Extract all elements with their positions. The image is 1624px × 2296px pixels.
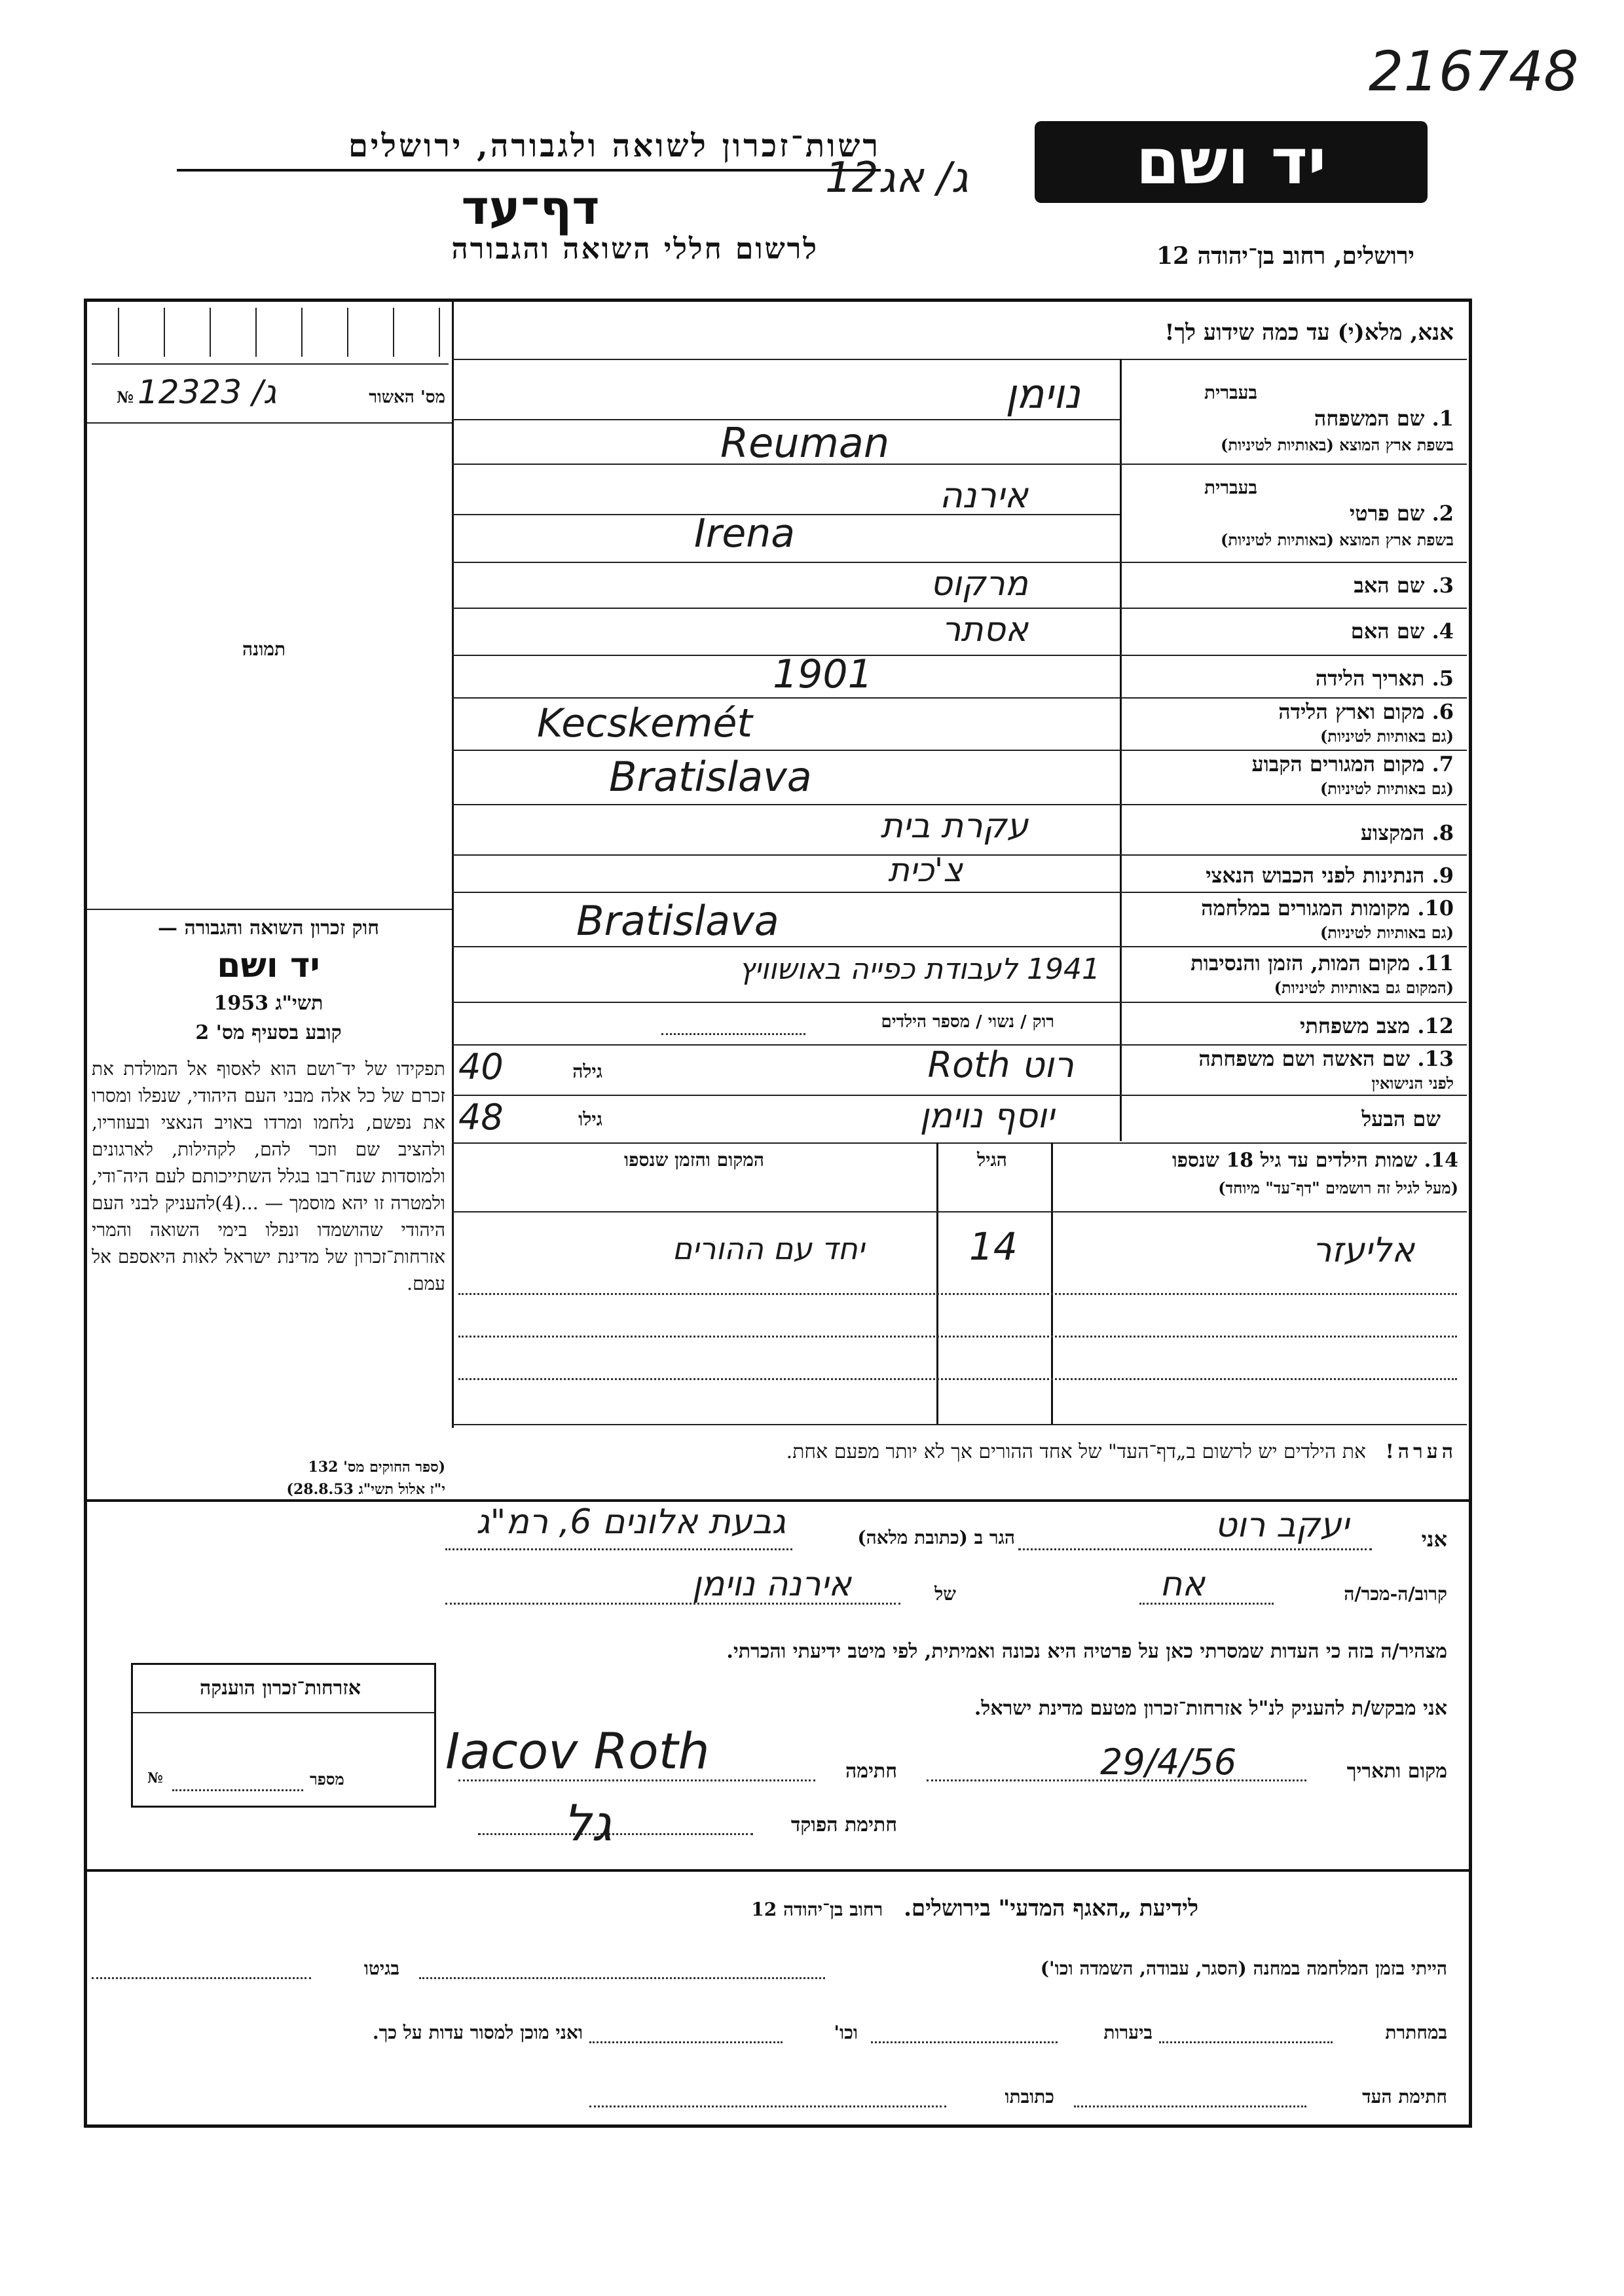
field-1-sub: בשפת ארץ המוצא (באותיות לטיניות) xyxy=(1221,435,1454,454)
field-10-sep xyxy=(452,946,1467,947)
witness-camp-dots xyxy=(419,1977,825,1979)
citizenship-box-title: אזרחות־זכרון הוענקה xyxy=(199,1677,361,1700)
decl-relation-label: קרוב/ה-מכר/ה xyxy=(1344,1583,1447,1605)
law-title: חוק זכרון השואה והגבורה — xyxy=(158,917,379,939)
field-5-num: 5. xyxy=(1431,666,1454,691)
field-3-label xyxy=(1126,573,1454,598)
decl-lives-label: הגר ב (כתובת מלאה) xyxy=(857,1527,1015,1548)
approval-number[interactable]: ג/ 12323 xyxy=(138,373,277,411)
citizenship-no-label: № xyxy=(147,1770,163,1787)
field-7-sep xyxy=(452,804,1467,805)
authority-name: רשות־זכרון לשואה ולגבורה, ירושלים xyxy=(348,128,881,164)
decl-relation-value[interactable]: אח xyxy=(1160,1565,1205,1604)
decl-i-dots xyxy=(1018,1548,1372,1550)
children-header-sep xyxy=(452,1211,1467,1212)
field-4-label-text: שם האם xyxy=(1350,619,1425,644)
field-11-value[interactable]: 1941 לעבודת כפייה באושוויץ xyxy=(739,953,1100,986)
field-11-label xyxy=(1126,951,1454,975)
field-13-label xyxy=(1126,1046,1454,1071)
field-10-sub: (גם באותיות לטיניות) xyxy=(1320,923,1454,942)
field-3-value[interactable]: מרקוס xyxy=(930,564,1028,604)
field-2-value-hebrew[interactable]: אירנה xyxy=(939,475,1028,516)
instruction: אנא, מלא(י) עד כמה שידוע לך! xyxy=(1164,319,1454,346)
field-7-label xyxy=(1126,752,1454,776)
field-7-num: 7. xyxy=(1431,752,1454,776)
law-clause: קובע בסעיף מס' 2 xyxy=(195,1021,342,1044)
field-1-label xyxy=(1126,406,1454,431)
children-bottom xyxy=(452,1424,1467,1425)
form-title: דף־עד xyxy=(461,180,600,235)
children-count-dots[interactable] xyxy=(661,1033,805,1035)
left-column-divider xyxy=(452,302,454,1428)
field-10-label xyxy=(1126,896,1454,920)
decl-statement: מצהיר/ה בזה כי העדות שמסרתי כאן על פרטיה היא נכונה ואמיתית, לפי מיטב ידיעתי והכרתי. xyxy=(726,1640,1447,1663)
field-1-value-hebrew[interactable]: נוימן xyxy=(1005,370,1080,418)
children-label-text: שמות הילדים עד גיל 18 שנספו xyxy=(1172,1149,1418,1172)
field-9-sep xyxy=(452,892,1467,893)
child-1-age[interactable]: 14 xyxy=(969,1224,1018,1269)
husband-value[interactable]: יוסף נוימן xyxy=(919,1097,1054,1136)
field-13-sep xyxy=(452,1095,1467,1096)
field-9-value[interactable]: צ'כית xyxy=(888,851,963,889)
field-12-label-text: מצב משפחתי xyxy=(1300,1013,1411,1038)
children-row-dots-3 xyxy=(458,1378,1457,1380)
field-5-sep xyxy=(452,697,1467,699)
witness-underground-dots xyxy=(1159,2041,1333,2043)
children-row-dots-1 xyxy=(458,1293,1457,1295)
field-12-num: 12. xyxy=(1417,1013,1454,1038)
field-4-sep xyxy=(452,655,1467,656)
witness-line2-end: ואני מוכן למסור עדות על כך. xyxy=(372,2022,583,2043)
field-6-label xyxy=(1126,699,1454,724)
witness-title: לידיעת „האגף המדעי" בירושלים. xyxy=(904,1895,1198,1922)
note-text: את הילדים יש לרשום ב„דף־העד" של אחד ההורים אך לא יותר מפעם אחת. xyxy=(786,1440,1367,1463)
field-6-value[interactable]: Kecskemét xyxy=(537,701,752,746)
field-3-num: 3. xyxy=(1431,573,1454,598)
decl-place-date-value[interactable]: 29/4/56 xyxy=(1100,1741,1237,1783)
decl-of-value[interactable]: אירנה נוימן xyxy=(692,1565,851,1604)
law-source: (ספר החוקים מס' 132 xyxy=(308,1459,445,1476)
citizenship-box xyxy=(131,1663,436,1808)
field-9-num: 9. xyxy=(1431,863,1454,888)
field-1-label-text: שם המשפחה xyxy=(1314,406,1425,431)
approval-label: מס' האשור xyxy=(369,388,445,407)
witness-etc-dots xyxy=(589,2041,783,2043)
witness-ghetto-dots xyxy=(92,1977,311,1979)
children-num: 14. xyxy=(1424,1149,1458,1172)
field-13-value[interactable]: רוט Roth xyxy=(927,1044,1074,1085)
witness-title-line xyxy=(458,1895,1198,1922)
husband-label: שם הבעל xyxy=(1361,1106,1441,1131)
decl-lives-dots xyxy=(445,1548,792,1550)
field-6-sep xyxy=(452,750,1467,751)
field-13-label-text: שם האשה ושם משפחתה xyxy=(1198,1046,1411,1071)
decl-signature-value[interactable]: Iacov Roth xyxy=(445,1722,710,1780)
field-5-value[interactable]: 1901 xyxy=(773,651,873,697)
field-7-sub: (גם באותיות לטיניות) xyxy=(1320,779,1454,798)
witness-address: רחוב בן־יהודה 12 xyxy=(751,1899,883,1920)
field-8-num: 8. xyxy=(1431,820,1454,845)
citizenship-number-label: מספר xyxy=(310,1770,344,1789)
decl-place-date-label: מקום ותאריך xyxy=(1346,1760,1447,1783)
field-6-num: 6. xyxy=(1431,699,1454,724)
decl-request: אני מבקש/ת להעניק לנ"ל אזרחות־זכרון מטעם מדינת ישראל. xyxy=(974,1697,1447,1720)
field-13-num: 13. xyxy=(1417,1046,1454,1071)
field-10-label-text: מקומות המגורים במלחמה xyxy=(1201,896,1411,920)
decl-officer-dots xyxy=(478,1833,753,1835)
logo-text: יד ושם xyxy=(1135,125,1327,198)
law-source-date: י"ז אלול תשי"ג 28.8.53) xyxy=(286,1481,445,1498)
wife-age-value[interactable]: 40 xyxy=(458,1046,504,1087)
field-8-value[interactable]: עקרת בית xyxy=(880,807,1028,846)
photo-area xyxy=(92,432,449,877)
witness-underground-label: במחתרת xyxy=(1385,2022,1447,2043)
field-9-label-text: הנתינות לפני הכבוש הנאצי xyxy=(1206,863,1425,888)
field-2-value-latin[interactable]: Irena xyxy=(694,511,796,556)
field-1-hebrew-label: בעברית xyxy=(1204,382,1257,403)
field-8-label-text: המקצוע xyxy=(1360,820,1425,845)
decl-officer-value[interactable]: גל xyxy=(563,1794,612,1852)
form-subtitle: לרשום חללי השואה והגבורה xyxy=(451,232,819,266)
field-13-sub: לפני הנישואין xyxy=(1371,1074,1454,1093)
wife-age-label: גילה xyxy=(572,1061,602,1082)
decl-lives-value[interactable]: גבעת אלונים 6, רמ"ג xyxy=(476,1503,786,1542)
field-3-sep xyxy=(452,608,1467,609)
field-6-sub: (גם באותיות לטיניות) xyxy=(1320,727,1454,746)
witness-address-label: כתובתו xyxy=(1005,2086,1054,2107)
note xyxy=(458,1440,1457,1463)
handwritten-mark: ג/ אג12 xyxy=(825,154,969,202)
approval-digit-boxes xyxy=(92,308,449,365)
children-sub: (מעל לגיל זה רושמים "דף־עד" מיוחד) xyxy=(1218,1178,1458,1197)
approval-divider xyxy=(87,422,452,424)
field-11-num: 11. xyxy=(1417,951,1454,975)
child-1-name[interactable]: אליעזר xyxy=(1312,1231,1414,1270)
witness-address-dots xyxy=(589,2105,946,2107)
witness-forests-label: ביערות xyxy=(1103,2022,1153,2043)
field-9-label xyxy=(1126,863,1454,888)
husband-age-label: גילו xyxy=(578,1108,602,1130)
witness-ghetto-label: בגיטו xyxy=(363,1958,399,1979)
field-4-label xyxy=(1126,619,1454,644)
field-10-value[interactable]: Bratislava xyxy=(576,897,779,945)
witness-signature-label: חתימת העד xyxy=(1362,2086,1447,2107)
witness-etc-label: וכו' xyxy=(834,2022,858,2043)
field-2-hebrew-label: בעברית xyxy=(1204,477,1257,498)
law-name: יד ושם xyxy=(217,946,320,985)
field-2-label-text: שם פרטי xyxy=(1349,501,1425,526)
field-5-label-text: תאריך הלידה xyxy=(1315,666,1425,691)
field-11-sub: (המקום גם באותיות לטיניות) xyxy=(1274,978,1454,997)
field-11-label-text: מקום המות, הזמן והנסיבות xyxy=(1190,951,1411,975)
field-3-label-text: שם האב xyxy=(1354,573,1425,598)
field-2-sub: בשפת ארץ המוצא (באותיות לטיניות) xyxy=(1221,530,1454,549)
field-1-sep xyxy=(452,464,1467,465)
husband-sep xyxy=(452,1142,1467,1144)
field-4-value[interactable]: אסתר xyxy=(941,610,1028,649)
witness-line1-start: הייתי בזמן המלחמה במחנה (הסגר, עבודה, השמדה וכו') xyxy=(1040,1958,1447,1979)
decl-of-label: של xyxy=(934,1583,956,1605)
field-7-label-text: מקום המגורים הקבוע xyxy=(1251,752,1425,776)
field-4-num: 4. xyxy=(1431,619,1454,644)
photo-divider xyxy=(87,909,452,910)
marital-options: רוק / נשוי / מספר הילדים xyxy=(881,1012,1054,1032)
children-col-1 xyxy=(1051,1142,1053,1424)
archive-number: 216748 xyxy=(1369,39,1579,103)
decl-i-label: אני xyxy=(1421,1527,1447,1552)
witness-divider xyxy=(87,1869,1469,1872)
law-text: תפקידו של יד־ושם הוא לאסוף אל המולדת את זכרם של כל אלה מבני העם היהודי, שנפלו ומסרו את נפשם, נלחמו ומרדו באויב הנאצי ובעוזריו, ולהציב שם וזכר להם, לקהילות, לארגונים ולמוסדות שנח־רבו בגלל השתייכותם לעם היה־ודי, ולמטרה זו יהא מוסמך — ...(4)להעניק לבני העם היהודי שהושמדו ונפלו בימי השואה והמרי אזרחות־זכרון של מדינת ישראל לאות היאספם אל עמם. xyxy=(92,1058,445,1294)
field-10-num: 10. xyxy=(1417,896,1454,920)
field-11-sep xyxy=(452,1002,1467,1003)
field-1-num: 1. xyxy=(1431,406,1454,431)
children-row-dots-2 xyxy=(458,1336,1457,1338)
field-5-label xyxy=(1126,666,1454,691)
authority-underline xyxy=(177,169,881,172)
field-12-label xyxy=(1126,1013,1454,1038)
children-age-header: הגיל xyxy=(977,1149,1007,1171)
decl-officer-label: חתימת הפוקד xyxy=(790,1813,897,1836)
field-7-value[interactable]: Bratislava xyxy=(609,753,812,801)
field-8-label xyxy=(1126,820,1454,845)
field-2-num: 2. xyxy=(1431,501,1454,526)
field-1-value-latin[interactable]: Reuman xyxy=(720,419,890,467)
address: ירושלים, רחוב בן־יהודה 12 xyxy=(1156,242,1414,270)
photo-label: תמונה xyxy=(242,638,286,660)
husband-age-value[interactable]: 48 xyxy=(458,1097,504,1138)
instruction-divider xyxy=(452,359,1467,360)
approval-no-label: № xyxy=(117,388,134,407)
children-place-header: המקום והזמן שנספו xyxy=(624,1149,764,1171)
decl-signature-label: חתימה xyxy=(845,1760,897,1783)
field-6-label-text: מקום וארץ הלידה xyxy=(1278,699,1425,724)
witness-signature-dots xyxy=(1074,2105,1306,2107)
child-1-place[interactable]: יחד עם ההורים xyxy=(672,1231,864,1266)
decl-i-value[interactable]: יעקב רוט xyxy=(1215,1506,1349,1545)
witness-forests-dots xyxy=(871,2041,1058,2043)
field-2-label xyxy=(1126,501,1454,526)
yad-vashem-logo xyxy=(1035,121,1428,203)
field-2-sep xyxy=(452,562,1467,563)
law-year: תשי"ג 1953 xyxy=(213,992,323,1015)
children-label xyxy=(1056,1149,1458,1172)
note-divider xyxy=(87,1499,1469,1502)
note-label: הערה! xyxy=(1385,1440,1457,1463)
children-col-2 xyxy=(936,1142,938,1424)
